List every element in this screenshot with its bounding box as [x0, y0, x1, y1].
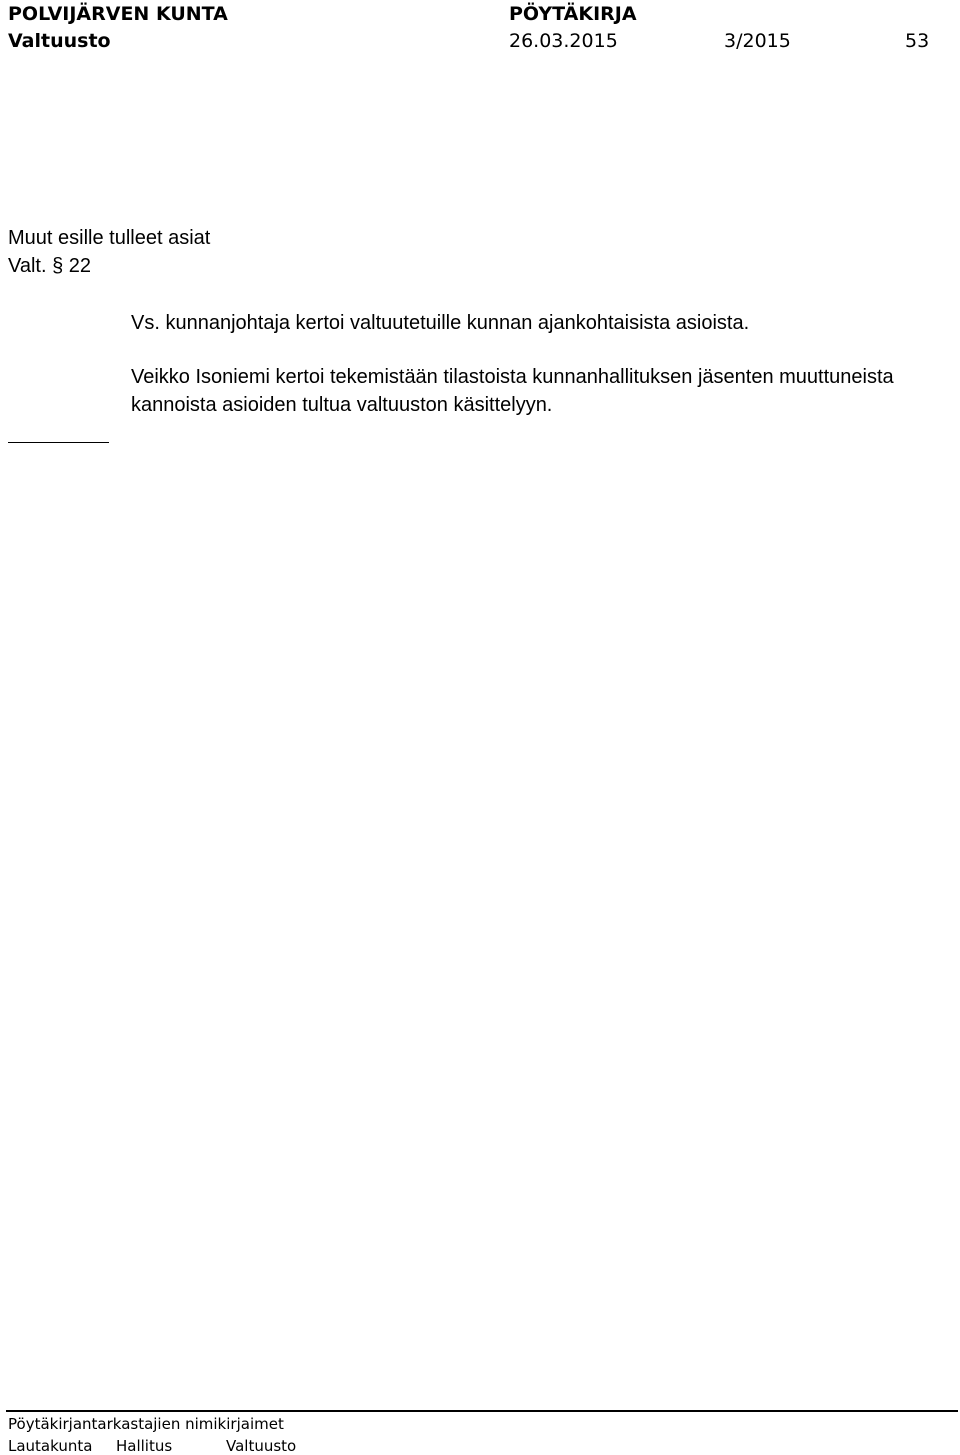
meeting-number: 3/2015 [724, 30, 791, 52]
section-title: Muut esille tulleet asiat [8, 227, 211, 249]
footer-title: Pöytäkirjantarkastajien nimikirjaimet [8, 1415, 284, 1433]
paragraph-2-line-2: kannoista asioiden tultua valtuuston käsittelyyn. [131, 394, 553, 416]
organization-name: POLVIJÄRVEN KUNTA [8, 3, 228, 25]
footer-rule [6, 1410, 958, 1412]
footer-label-hallitus: Hallitus [116, 1437, 173, 1455]
footer-label-lautakunta: Lautakunta [8, 1437, 93, 1455]
footer-label-valtuusto: Valtuusto [226, 1437, 297, 1455]
meeting-body: Valtuusto [8, 30, 111, 52]
section-reference: Valt. § 22 [8, 255, 92, 277]
document-type: PÖYTÄKIRJA [509, 3, 637, 25]
section-end-rule [8, 442, 109, 443]
paragraph-1: Vs. kunnanjohtaja kertoi valtuutetuille kunnan ajankohtaisista asioista. [131, 312, 750, 334]
page-number: 53 [905, 30, 930, 52]
paragraph-2-line-1: Veikko Isoniemi kertoi tekemistään tilastoista kunnanhallituksen jäsenten muuttuneista [131, 366, 894, 388]
meeting-date: 26.03.2015 [509, 30, 618, 52]
